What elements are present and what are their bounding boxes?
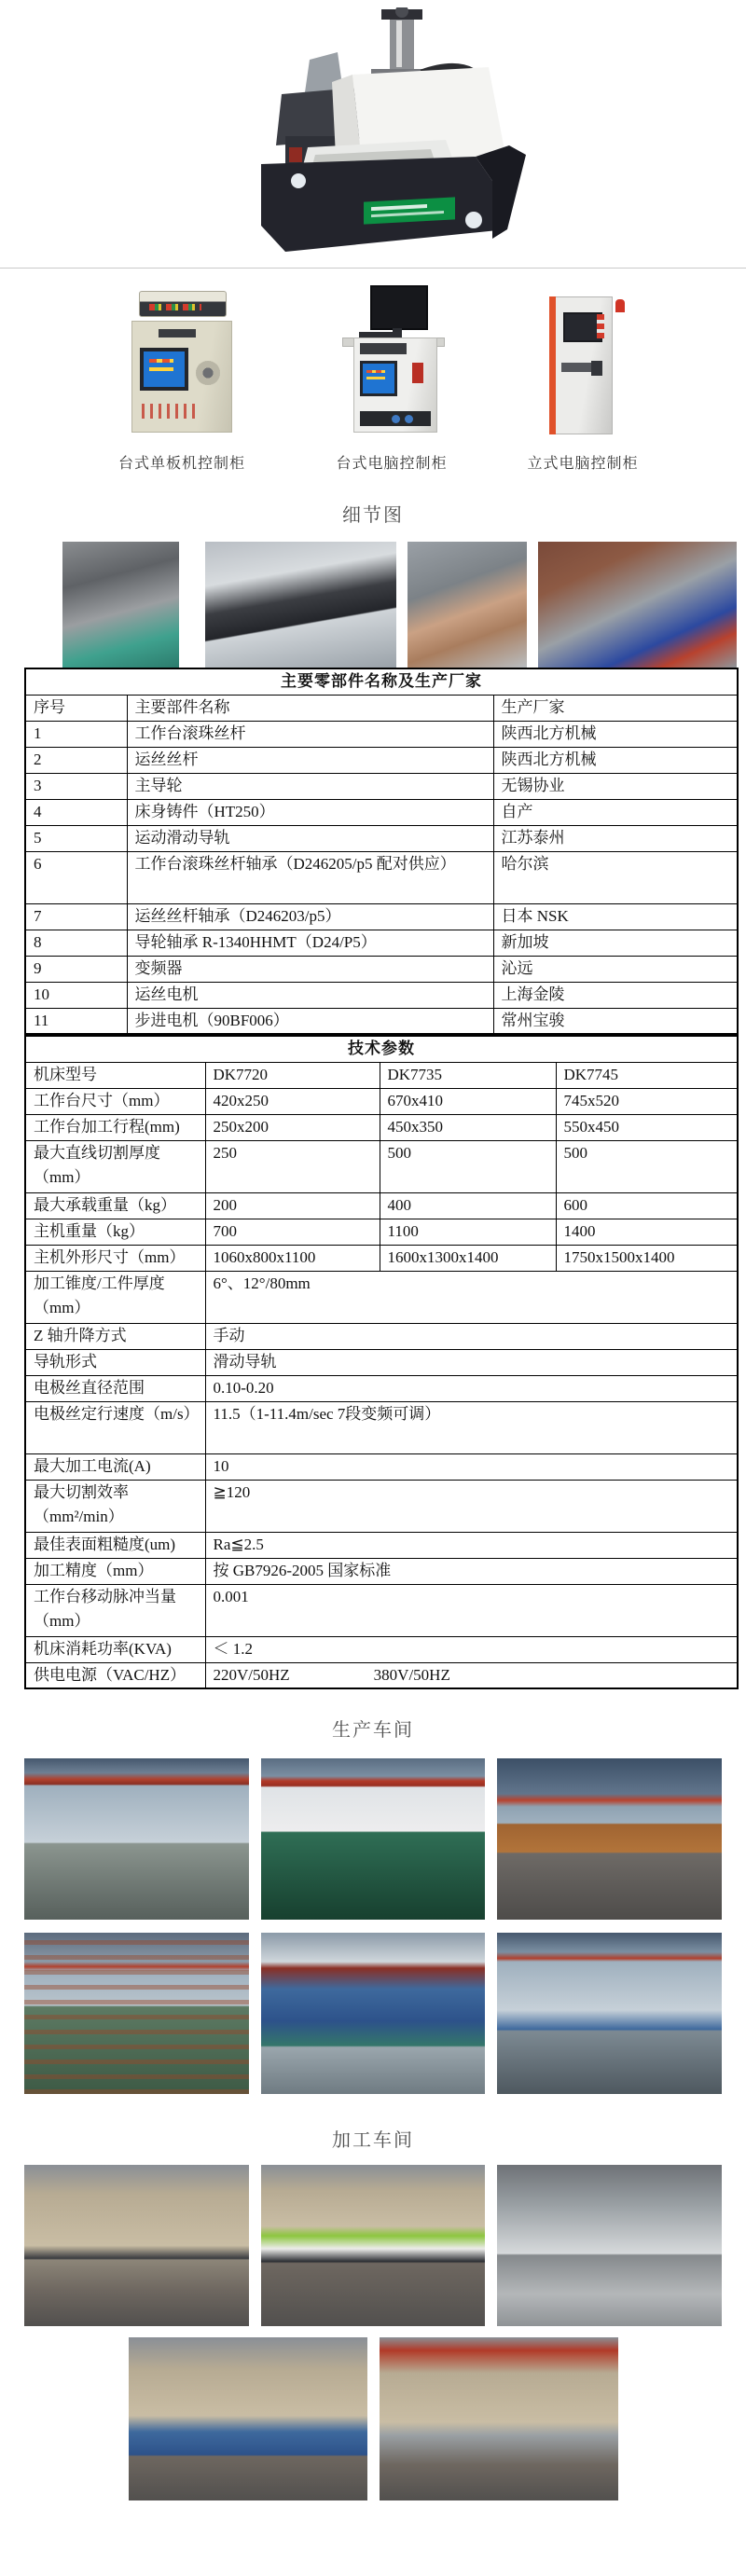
cabinet-photo-desktop-board: [107, 285, 256, 436]
cell-maker: 沁远: [493, 956, 738, 982]
table-row: [25, 1349, 738, 1375]
cell-maker: 陕西北方机械: [493, 721, 738, 747]
cabinet-buttons: [412, 363, 423, 383]
table-row: [25, 956, 738, 982]
cell-maker: 日本 NSK: [493, 903, 738, 930]
table-row: [25, 1375, 738, 1401]
spec-label: 最大切割效率（mm²/min）: [25, 1480, 205, 1532]
section-title-production: 生产车间: [332, 1720, 414, 1741]
table-row: [25, 825, 738, 851]
cell-part: 运丝丝杆轴承（D246203/p5）: [127, 903, 493, 930]
spec-label: 加工精度（mm）: [25, 1558, 205, 1584]
spec-value: 500: [556, 1140, 738, 1192]
detail-photo-hand-assembly: [408, 542, 527, 668]
specs-table-title-row: [25, 1036, 738, 1062]
spec-value: DK7735: [380, 1062, 556, 1088]
spec-label: 最大加工电流(A): [25, 1453, 205, 1480]
spec-value: 按 GB7926-2005 国家标准: [205, 1558, 738, 1584]
table-row: [25, 1245, 738, 1271]
detail-photo-motor-blocks: [205, 542, 396, 668]
table-row: [25, 747, 738, 773]
cell-part: 运丝丝杆: [127, 747, 493, 773]
table-row: [25, 851, 738, 903]
spec-value: 1600x1300x1400: [380, 1245, 556, 1271]
table-row: [25, 1584, 738, 1636]
spec-value: 1060x800x1100: [205, 1245, 380, 1271]
cabinet-body: [353, 337, 437, 433]
spec-value: [205, 1662, 738, 1688]
table-row: [25, 773, 738, 799]
cell-no: 11: [25, 1008, 127, 1034]
cabinet-vertical-pc-column: [527, 285, 639, 473]
spec-value: 手动: [205, 1323, 738, 1349]
cell-no: 10: [25, 982, 127, 1008]
processing-photo-2: [261, 2165, 486, 2326]
cell-part: 工作台滚珠丝杆: [127, 721, 493, 747]
spec-label: 机床消耗功率(KVA): [25, 1636, 205, 1662]
table-row: [25, 1219, 738, 1245]
cabinets-row: [0, 269, 746, 473]
header-manufacturer: 生产厂家: [493, 695, 738, 721]
spec-value: 500: [380, 1140, 556, 1192]
production-photo-5: [261, 1933, 486, 2094]
parts-table-title-row: [25, 668, 738, 695]
production-photo-4: [24, 1933, 249, 2094]
spec-value: 0.10-0.20: [205, 1375, 738, 1401]
table-row: [25, 721, 738, 747]
spec-value: 10: [205, 1453, 738, 1480]
table-row: [25, 930, 738, 956]
table-row: [25, 1532, 738, 1558]
hero-section: [0, 0, 746, 269]
table-row: [25, 1662, 738, 1688]
cell-maker: 自产: [493, 799, 738, 825]
cell-maker: 无锡协业: [493, 773, 738, 799]
cabinet-buttons: [597, 314, 604, 338]
table-row: [25, 1008, 738, 1034]
cell-no: 3: [25, 773, 127, 799]
table-row: [25, 903, 738, 930]
cell-no: 7: [25, 903, 127, 930]
spec-value: 250x200: [205, 1114, 380, 1140]
cell-part: 运丝电机: [127, 982, 493, 1008]
cabinet-beacon-light: [615, 299, 625, 312]
specs-table-title: 技术参数: [25, 1036, 738, 1062]
cabinet-drawer: [159, 329, 196, 337]
cell-part: 变频器: [127, 956, 493, 982]
table-row: [25, 1140, 738, 1192]
cabinet-slot: [591, 361, 602, 376]
cell-no: 1: [25, 721, 127, 747]
processing-photo-4: [129, 2337, 367, 2500]
cabinet-console: [139, 291, 227, 317]
cabinet-caption: 立式电脑控制柜: [527, 456, 639, 472]
spec-value: 1100: [380, 1219, 556, 1245]
section-title-processing: 加工车间: [332, 2130, 414, 2151]
spec-value: 450x350: [380, 1114, 556, 1140]
cabinet-photo-vertical-pc: [527, 285, 639, 436]
header-no: 序号: [25, 695, 127, 721]
spec-label: 主机重量（kg）: [25, 1219, 205, 1245]
cabinet-caption: 台式电脑控制柜: [336, 456, 448, 472]
spec-label: 工作台移动脉冲当量（mm）: [25, 1584, 205, 1636]
cell-no: 8: [25, 930, 127, 956]
cabinet-vents: [142, 404, 198, 419]
cell-no: 9: [25, 956, 127, 982]
specs-table: [24, 1035, 739, 1689]
table-row: [25, 1480, 738, 1532]
table-row: [25, 1271, 738, 1323]
cell-no: 5: [25, 825, 127, 851]
cell-maker: 陕西北方机械: [493, 747, 738, 773]
cabinet-caption: 台式单板机控制柜: [117, 456, 245, 472]
processing-photos-grid: [24, 2165, 722, 2326]
detail-photos-row: [0, 542, 746, 668]
processing-photos-row2: [0, 2337, 746, 2500]
cell-part: 床身铸件（HT250）: [127, 799, 493, 825]
detail-photo-guide-rails: [538, 542, 737, 668]
cabinet-fan: [196, 361, 220, 385]
spec-value: 600: [556, 1192, 738, 1219]
cabinet-desktop-board-column: [107, 285, 256, 473]
spec-value: 250: [205, 1140, 380, 1192]
spec-value: ＜ 1.2: [205, 1636, 738, 1662]
spec-value: 420x250: [205, 1088, 380, 1114]
processing-photo-1: [24, 2165, 249, 2326]
spec-label: 最大直线切割厚度（mm）: [25, 1140, 205, 1192]
parts-table-header-row: [25, 695, 738, 721]
spec-label: 最大承载重量（kg）: [25, 1192, 205, 1219]
cabinet-desktop-pc-column: [322, 285, 462, 473]
spec-value: 滑动导轨: [205, 1349, 738, 1375]
power-option-1: 220V/50HZ: [213, 1665, 290, 1684]
parts-table-title: 主要零部件名称及生产厂家: [25, 668, 738, 695]
cell-maker: 常州宝骏: [493, 1008, 738, 1034]
spec-label: 工作台尺寸（mm）: [25, 1088, 205, 1114]
spec-label: 电极丝定行速度（m/s）: [25, 1401, 205, 1453]
detail-photo-wire-head: [62, 542, 179, 668]
table-row: [25, 1453, 738, 1480]
cabinet-socket-panel: [360, 411, 431, 426]
spec-value: ≧120: [205, 1480, 738, 1532]
cell-part: 工作台滚珠丝杆轴承（D246205/p5 配对供应）: [127, 851, 493, 903]
cell-maker: 江苏泰州: [493, 825, 738, 851]
spec-value: 400: [380, 1192, 556, 1219]
spec-label: 最佳表面粗糙度(um): [25, 1532, 205, 1558]
table-row: [25, 1636, 738, 1662]
header-part-name: 主要部件名称: [127, 695, 493, 721]
spec-value: Ra≦2.5: [205, 1532, 738, 1558]
spec-value: 1750x1500x1400: [556, 1245, 738, 1271]
spec-label: 主机外形尺寸（mm）: [25, 1245, 205, 1271]
spec-label: 电极丝直径范围: [25, 1375, 205, 1401]
spec-value: DK7745: [556, 1062, 738, 1088]
cabinet-screen: [360, 361, 397, 396]
cabinet-drawer: [360, 343, 407, 354]
cabinet-screen: [140, 348, 188, 391]
spec-value: 0.001: [205, 1584, 738, 1636]
table-row: [25, 799, 738, 825]
table-row: [25, 1062, 738, 1088]
cell-maker: 哈尔滨: [493, 851, 738, 903]
production-photo-1: [24, 1758, 249, 1920]
spec-label: 机床型号: [25, 1062, 205, 1088]
production-photo-2: [261, 1758, 486, 1920]
spec-label: 导轨形式: [25, 1349, 205, 1375]
cell-no: 6: [25, 851, 127, 903]
processing-photo-3: [497, 2165, 722, 2326]
table-row: [25, 1401, 738, 1453]
spec-value: 6°、12°/80mm: [205, 1271, 738, 1323]
section-title-details: 细节图: [342, 505, 404, 526]
production-photos-grid: [24, 1758, 722, 2094]
cabinet-body: [131, 321, 232, 433]
cell-part: 运动滑动导轨: [127, 825, 493, 851]
table-row: [25, 982, 738, 1008]
spec-value: 11.5（1-11.4m/sec 7段变频可调）: [205, 1401, 738, 1453]
spec-value: 700: [205, 1219, 380, 1245]
spec-label: 加工锥度/工件厚度（mm）: [25, 1271, 205, 1323]
machine-photo: [196, 7, 550, 259]
cell-maker: 新加坡: [493, 930, 738, 956]
parts-table: [24, 668, 739, 1035]
table-row: [25, 1114, 738, 1140]
spec-value: DK7720: [205, 1062, 380, 1088]
table-row: [25, 1323, 738, 1349]
cell-part: 步进电机（90BF006）: [127, 1008, 493, 1034]
cabinet-photo-desktop-pc: [322, 285, 462, 436]
cabinet-stripe: [549, 296, 556, 434]
spec-label: Z 轴升降方式: [25, 1323, 205, 1349]
table-row: [25, 1088, 738, 1114]
cell-part: 导轮轴承 R-1340HHMT（D24/P5）: [127, 930, 493, 956]
spec-label: 工作台加工行程(mm): [25, 1114, 205, 1140]
cell-no: 4: [25, 799, 127, 825]
cell-no: 2: [25, 747, 127, 773]
table-row: [25, 1192, 738, 1219]
spec-value: 550x450: [556, 1114, 738, 1140]
cell-maker: 上海金陵: [493, 982, 738, 1008]
spec-value: 745x520: [556, 1088, 738, 1114]
processing-photo-5: [380, 2337, 618, 2500]
production-photo-6: [497, 1933, 722, 2094]
cabinet-monitor: [370, 285, 428, 330]
spec-value: 670x410: [380, 1088, 556, 1114]
table-row: [25, 1558, 738, 1584]
production-photo-3: [497, 1758, 722, 1920]
spec-value: 200: [205, 1192, 380, 1219]
spec-value: 1400: [556, 1219, 738, 1245]
spec-label: 供电电源（VAC/HZ）: [25, 1662, 205, 1688]
cabinet-body: [549, 296, 613, 434]
cell-part: 主导轮: [127, 773, 493, 799]
bottom-whitespace: [0, 2500, 746, 2508]
power-option-2: 380V/50HZ: [373, 1665, 450, 1684]
